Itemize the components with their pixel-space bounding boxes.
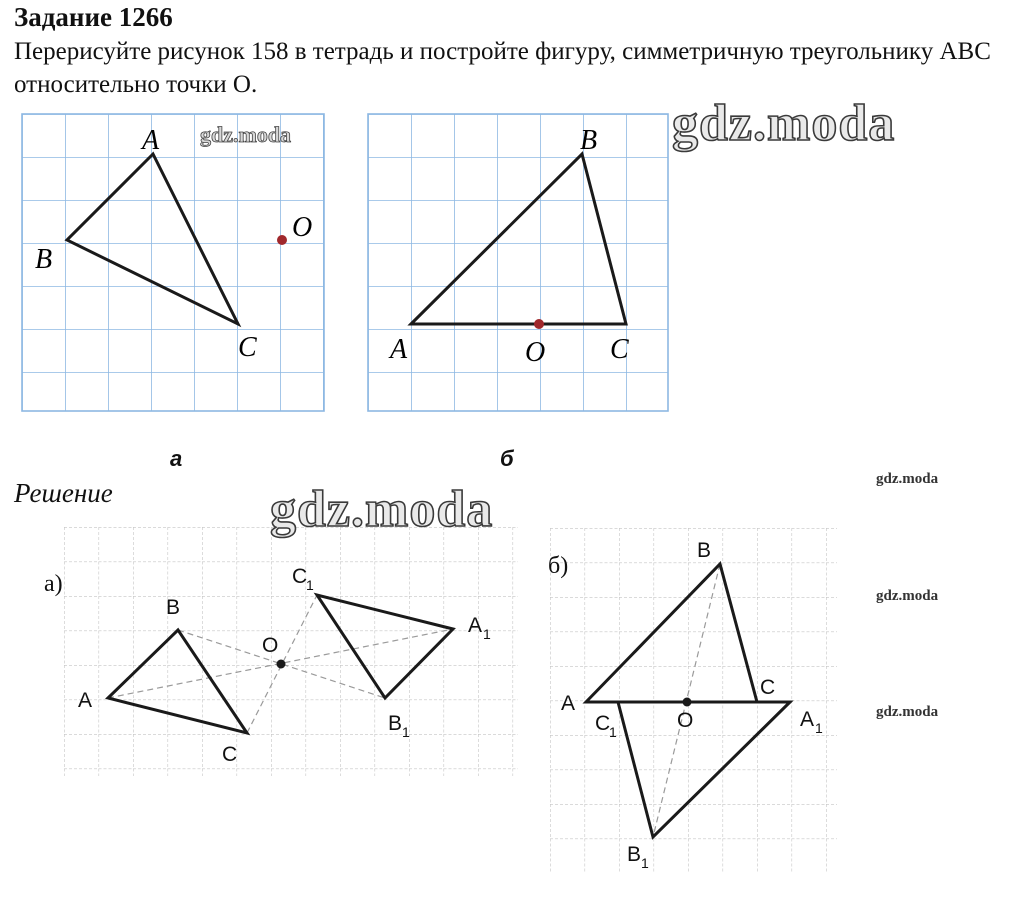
figure-b-label-b: B: [580, 125, 598, 156]
figure-b-grid: [368, 114, 668, 411]
figure-a-grid: [22, 114, 324, 411]
watermark-figure-a: gdz.moda: [200, 122, 292, 147]
figure-a-caption: а: [170, 446, 183, 471]
solution-b-label-o: O: [677, 709, 694, 732]
solution-a-label-b1: B: [388, 712, 403, 735]
solution-title: Решение: [14, 478, 113, 508]
figure-a-label-a: A: [142, 125, 160, 156]
solution-b-label-c1: C: [595, 712, 611, 735]
solution-b-label-c1-sub: 1: [609, 724, 617, 740]
solution-b: [548, 528, 837, 873]
watermark-side-1: gdz.moda: [876, 471, 939, 487]
solution-a-label-a: A: [78, 689, 93, 712]
figure-b-point-o: [534, 319, 544, 329]
figure-a-label-c: C: [238, 332, 257, 363]
figure-b: [368, 114, 668, 411]
solution-a-label-c: C: [222, 743, 238, 766]
task-text: Перерисуйте рисунок 158 в тетрадь и постройте фигуру, симметричную треугольнику ABC относительно точки O.: [14, 38, 991, 98]
solution-a-label-c1-sub: 1: [306, 577, 314, 593]
solution-b-label-c: C: [760, 676, 776, 699]
solution-b-point-o: [683, 698, 692, 707]
solution-b-label-a1-sub: 1: [815, 720, 823, 736]
solution-a: [44, 527, 518, 776]
solution-a-point-o: [277, 660, 286, 669]
figure-b-label-c: C: [610, 334, 629, 365]
solution-a-label-b: B: [166, 596, 181, 619]
watermark-side-2: gdz.moda: [876, 588, 939, 604]
solution-a-label-a1-sub: 1: [483, 626, 491, 642]
watermark-side-3: gdz.moda: [876, 704, 939, 720]
solution-a-label-o: O: [262, 634, 279, 657]
solution-b-label-b: B: [697, 539, 712, 562]
figure-a-point-o: [277, 235, 287, 245]
task-title: Задание 1266: [14, 2, 173, 32]
solution-a-label-c1: C: [292, 565, 308, 588]
figure-b-label-o: O: [525, 337, 546, 368]
solution-a-label-b1-sub: 1: [402, 724, 410, 740]
solution-a-label-a1: A: [468, 614, 483, 637]
figure-a-label-b: B: [35, 244, 53, 275]
solution-b-label-a: A: [561, 692, 576, 715]
figure-b-label-a: A: [390, 334, 408, 365]
solution-a-grid: [64, 527, 518, 776]
solution-b-label-a1: A: [800, 708, 815, 731]
watermark-top: gdz.moda: [672, 95, 896, 152]
figure-b-caption: б: [500, 446, 514, 471]
solution-a-marker: а): [44, 571, 63, 597]
solution-b-marker: б): [548, 553, 569, 579]
solution-b-label-b1: B: [627, 843, 642, 866]
figure-a-label-o: O: [292, 212, 313, 243]
solution-b-label-b1-sub: 1: [641, 855, 649, 871]
watermark-middle: gdz.moda: [270, 481, 494, 538]
figure-a: [22, 114, 324, 411]
